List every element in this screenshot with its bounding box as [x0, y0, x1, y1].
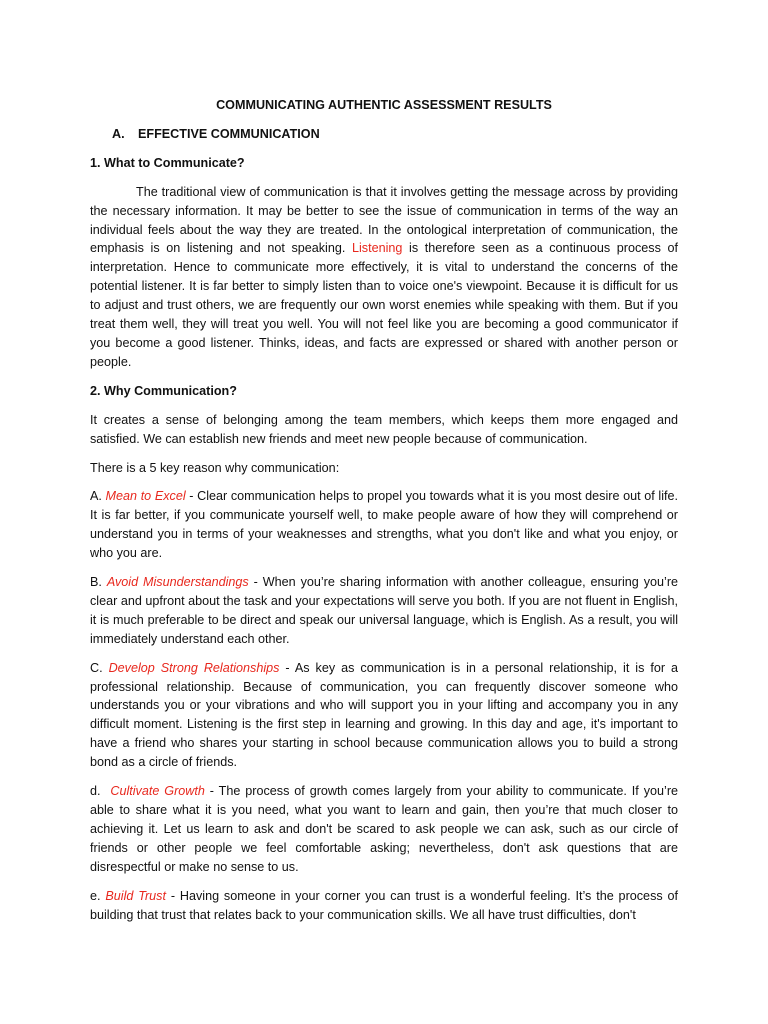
- reason-term: Mean to Excel: [105, 489, 186, 504]
- reason-build-trust: [90, 887, 678, 925]
- paragraph-text: is therefore seen as a continuous process of interpretation. Hence to communicate more effectively, it is vital to understand the concerns of the potential listener. It is far better to simply listen than to voice one's viewpoint. Because it is difficult for us to adjust and trust others, we are frequently our own worst enemies while speaking with them. But if you treat them well, they will treat you well. You will not feel like you are becoming a good communicator if you become a good listener. Thinks, ideas, and facts are expressed or shared with another person or people.: [90, 241, 678, 369]
- reason-prefix: A.: [90, 489, 102, 504]
- reason-text: - Having someone in your corner you can trust is a wonderful feeling. It’s the process of building that trust that relates back to your communication skills. We all have trust difficulties, don't: [90, 888, 679, 922]
- reason-prefix: B.: [90, 575, 102, 590]
- reason-prefix: d.: [90, 784, 101, 799]
- paragraph-key-reasons-intro: There is a 5 key reason why communication:: [90, 460, 340, 475]
- heading-what-to-communicate: 1. What to Communicate?: [90, 155, 245, 170]
- reason-text: - Clear communication helps to propel you towards what it is you most desire out of life. It is far better, if you communicate yourself well, to make people aware of how they will comprehend or understand you in terms of your weaknesses and strengths, what you don't like and what you enjoy, or who you are.: [90, 489, 679, 561]
- reason-term: Build Trust: [105, 888, 166, 903]
- reason-text: - The process of growth comes largely from your ability to communicate. If you’re able to share what it is you need, what you want to learn and gain, then you’re that much closer to achieving it. Let us learn to ask and don't be scared to ask people we can ask, such as our circle of friends or other people we feel comfortable asking; nevertheless, don't ask questions that are disrespectful or make no sense to us.: [90, 784, 679, 874]
- document-title: COMMUNICATING AUTHENTIC ASSESSMENT RESULTS: [216, 98, 552, 112]
- paragraph-belonging: It creates a sense of belonging among the team members, which keeps them more engaged and satisfied. We can establish new friends and meet new people because of communication.: [90, 412, 678, 446]
- reason-term: Cultivate Growth: [110, 784, 205, 799]
- section-a-label: EFFECTIVE COMMUNICATION: [138, 126, 320, 141]
- paragraph-what-to-communicate: [90, 183, 678, 372]
- section-a-heading: [90, 125, 678, 144]
- reason-term: Avoid Misunderstandings: [106, 575, 249, 590]
- reason-develop-strong-relationships: [90, 659, 678, 772]
- highlight-listening: Listening: [351, 241, 403, 256]
- section-a-letter: A.: [112, 126, 125, 141]
- reason-mean-to-excel: [90, 487, 678, 563]
- reason-prefix: C.: [90, 660, 103, 675]
- reason-term: Develop Strong Relationships: [108, 660, 280, 675]
- reason-cultivate-growth: [90, 782, 678, 877]
- reason-prefix: e.: [90, 888, 101, 903]
- reason-avoid-misunderstandings: [90, 573, 678, 649]
- paragraph-text: The traditional view of communication is that it involves getting the message across by providing the necessary information. It may be better to see the issue of communication in terms of the way an individual feels about the way they are treated. In the ontological interpretation of communication, the emphasis is on listening and not speaking.: [90, 184, 678, 256]
- heading-why-communication: 2. Why Communication?: [90, 383, 237, 398]
- reason-text: - As key as communication is in a personal relationship, it is for a professional relationship. Because of communication, you can frequently discover someone who understands you or your vibrations and who will support you in your lifting and accompany you in any difficult moment. Listening is the first step in learning and growing. In this day and age, it's important to have a friend who shares your starting in school because communication allows you to build a strong bond as a circle of friends.: [90, 660, 679, 770]
- reason-text: - When you’re sharing information with another colleague, ensuring you’re clear and upfront about the task and your expectations will serve you both. If you are not fluent in English, it is much preferable to be direct and speak our universal language, which is English. As a result, you will immediately understand each other.: [90, 575, 679, 646]
